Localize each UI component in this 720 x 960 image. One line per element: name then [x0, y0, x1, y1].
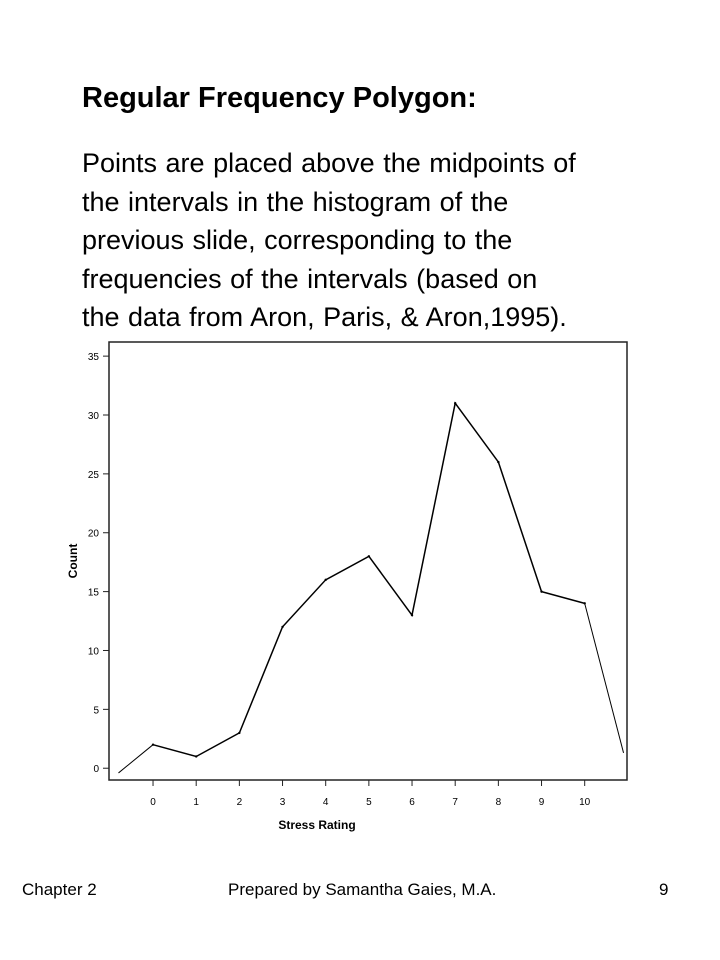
footer-chapter: Chapter 2	[22, 880, 97, 899]
data-point	[454, 402, 456, 404]
y-tick-label: 35	[87, 352, 99, 364]
body-line: the intervals in the histogram of the	[82, 186, 509, 217]
x-tick-label: 5	[366, 797, 372, 808]
x-tick-label: 10	[579, 797, 591, 808]
data-point	[195, 755, 197, 757]
footer-page-number: 9	[659, 880, 669, 899]
x-tick-label: 9	[538, 797, 545, 808]
y-tick-label: 20	[87, 528, 99, 540]
x-tick-label: 0	[150, 797, 156, 808]
x-tick-label: 8	[495, 797, 502, 808]
y-tick-label: 25	[87, 469, 99, 481]
x-tick-label: 7	[452, 797, 458, 808]
body-line: the data from Aron, Paris, & Aron,1995).	[82, 302, 567, 332]
y-tick-label: 10	[87, 646, 99, 658]
data-point	[411, 614, 413, 616]
body-line: Points are placed above the midpoints of	[82, 148, 576, 178]
data-point	[281, 626, 283, 628]
data-point	[583, 602, 585, 604]
footer-preparer: Prepared by Samantha Gaies, M.A.	[228, 880, 497, 899]
y-tick-label: 0	[93, 764, 99, 776]
x-tick-label: 2	[236, 797, 243, 808]
x-tick-label: 6	[409, 797, 415, 808]
data-point	[152, 743, 154, 745]
x-tick-label: 4	[322, 797, 329, 808]
slide-title: Regular Frequency Polygon:	[82, 82, 477, 114]
x-tick-label: 3	[279, 797, 286, 808]
plot-frame	[109, 342, 627, 780]
data-point	[497, 461, 499, 463]
y-tick-label: 30	[87, 411, 99, 422]
data-point	[368, 555, 370, 557]
data-point	[540, 590, 542, 592]
y-tick-label: 15	[87, 587, 99, 599]
x-axis-title: Stress Rating	[278, 818, 356, 832]
x-tick-label: 1	[193, 797, 199, 808]
data-point	[238, 732, 240, 734]
y-tick-label: 5	[93, 705, 99, 717]
data-point	[324, 579, 326, 581]
body-line: previous slide, corresponding to the	[82, 225, 513, 255]
y-axis-title: Count	[66, 543, 80, 579]
body-line: frequencies of the intervals (based on	[82, 263, 538, 294]
